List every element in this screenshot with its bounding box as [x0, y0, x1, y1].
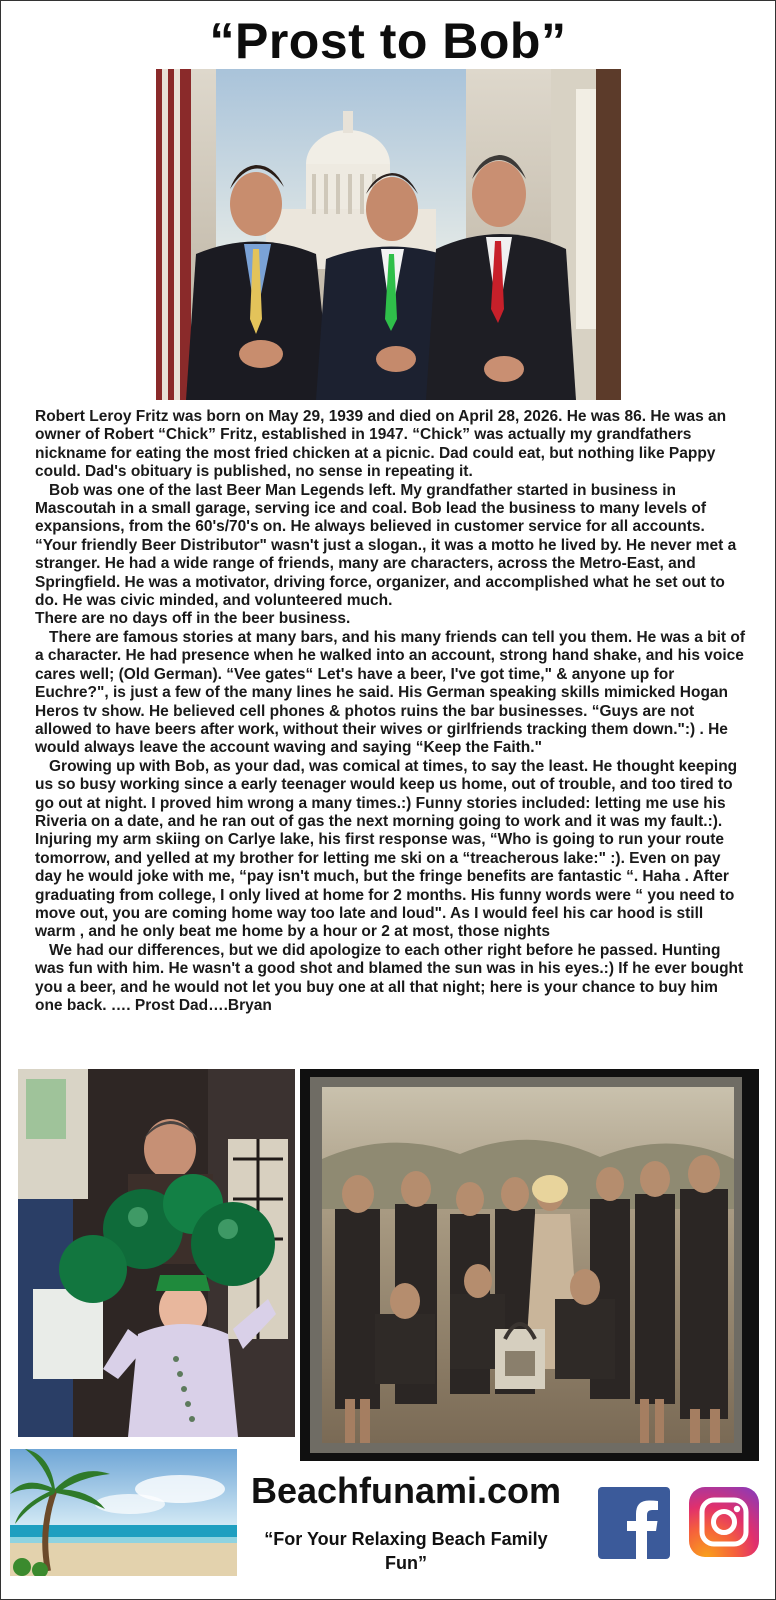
obituary-text	[35, 408, 747, 1015]
vintage-team-photo	[300, 1069, 759, 1461]
balloons-bar-photo	[18, 1069, 295, 1437]
instagram-icon-art	[689, 1487, 759, 1557]
obituary-paragraph: There are famous stories at many bars, and his many friends can tell you them. He was a bit of a character. He had presence when he walked into an account, strong hand shake, and his voice cares well; (Old German). “Vee gates“ Let's have a beer, I've got time," & anyone up for Euchre?", is just a few of the many lines he said. His German speaking skills mimicked Hogan Heros tv show. He believed cell phones & photos ruins the bar businesses. “Guys are not allowed to have beers after work, without their wives or girlfriends tracking them down.":) . He would always leave the account waving and saying “Keep the Faith."	[35, 628, 745, 757]
facebook-icon-art	[598, 1487, 670, 1559]
balloons-bar-photo-art	[18, 1069, 295, 1437]
capitol-group-photo-art	[156, 69, 621, 400]
beach-photo-art	[10, 1449, 237, 1576]
capitol-group-photo	[156, 69, 621, 400]
facebook-icon[interactable]	[598, 1487, 670, 1559]
obituary-paragraph: Bob was one of the last Beer Man Legends left. My grandfather started in business in Mascoutah in a small garage, serving ice and coal. Bob lead the business to many levels of expansions, from the 60's/70's on. He always believed in customer service for all accounts. “Your friendly Beer Distributor" wasn't just a slogan., it was a motto he lived by. He never met a stranger. He had a wide range of friends, many are characters, across the Metro-East, and Springfield. He was a motivator, driving force, organizer, and accomplished what he set out to do. He was civic minded, and volunteered much.	[35, 481, 737, 610]
obituary-paragraph: Robert Leroy Fritz was born on May 29, 1939 and died on April 28, 2026. He was 86. He was an owner of Robert “Chick” Fritz, established in 1947. “Chick” was actually my grandfathers nickname for eating the most fried chicken at a picnic. Dad could eat, but nothing like Pappy could. Dad's obituary is published, no sense in repeating it.	[35, 408, 727, 481]
obituary-paragraph: We had our differences, but we did apologize to each other right before he passed. Hunting was fun with him. He wasn't a good shot and blamed the sun was in his eyes.:) If he ever bought you a beer, and he would not let you buy one at all that night; here is your chance to buy him one back. …. Prost Dad….Bryan	[35, 941, 744, 1014]
headline: “Prost to Bob”	[209, 13, 567, 69]
site-name: Beachfunami.com	[250, 1470, 562, 1511]
obituary-paragraph: Growing up with Bob, as your dad, was comical at times, to say the least. He thought keeping us so busy working since a early teenager would keep us home, out of trouble, and too tired to go out at night. I proved him wrong a many times.:) Funny stories included: letting me use his Riveria on a date, and he ran out of gas the next morning going to work and it was my fault.:). Injuring my arm skiing on Carlye lake, his first response was, “Who is going to run your route tomorrow, and yelled at my brother for letting me ski on a “treacherous lake:" :). Even on pay day he would joke with me, “pay isn't much, but the fringe benefits are fantastic “. Haha . After graduating from college, I only lived at home for 2 months. His funny words were “ you need to move out, you are coming home way too late and loud". As I would feel his car hood is still warm , and he only beat me home by a hour or 2 at most, those nights	[35, 757, 738, 941]
obituary-paragraph: There are no days off in the beer business.	[35, 610, 351, 628]
vintage-team-photo-art	[300, 1069, 759, 1461]
instagram-icon[interactable]	[689, 1487, 759, 1557]
site-tagline: “For Your Relaxing Beach Family Fun”	[264, 1529, 548, 1573]
beach-photo	[10, 1449, 237, 1576]
